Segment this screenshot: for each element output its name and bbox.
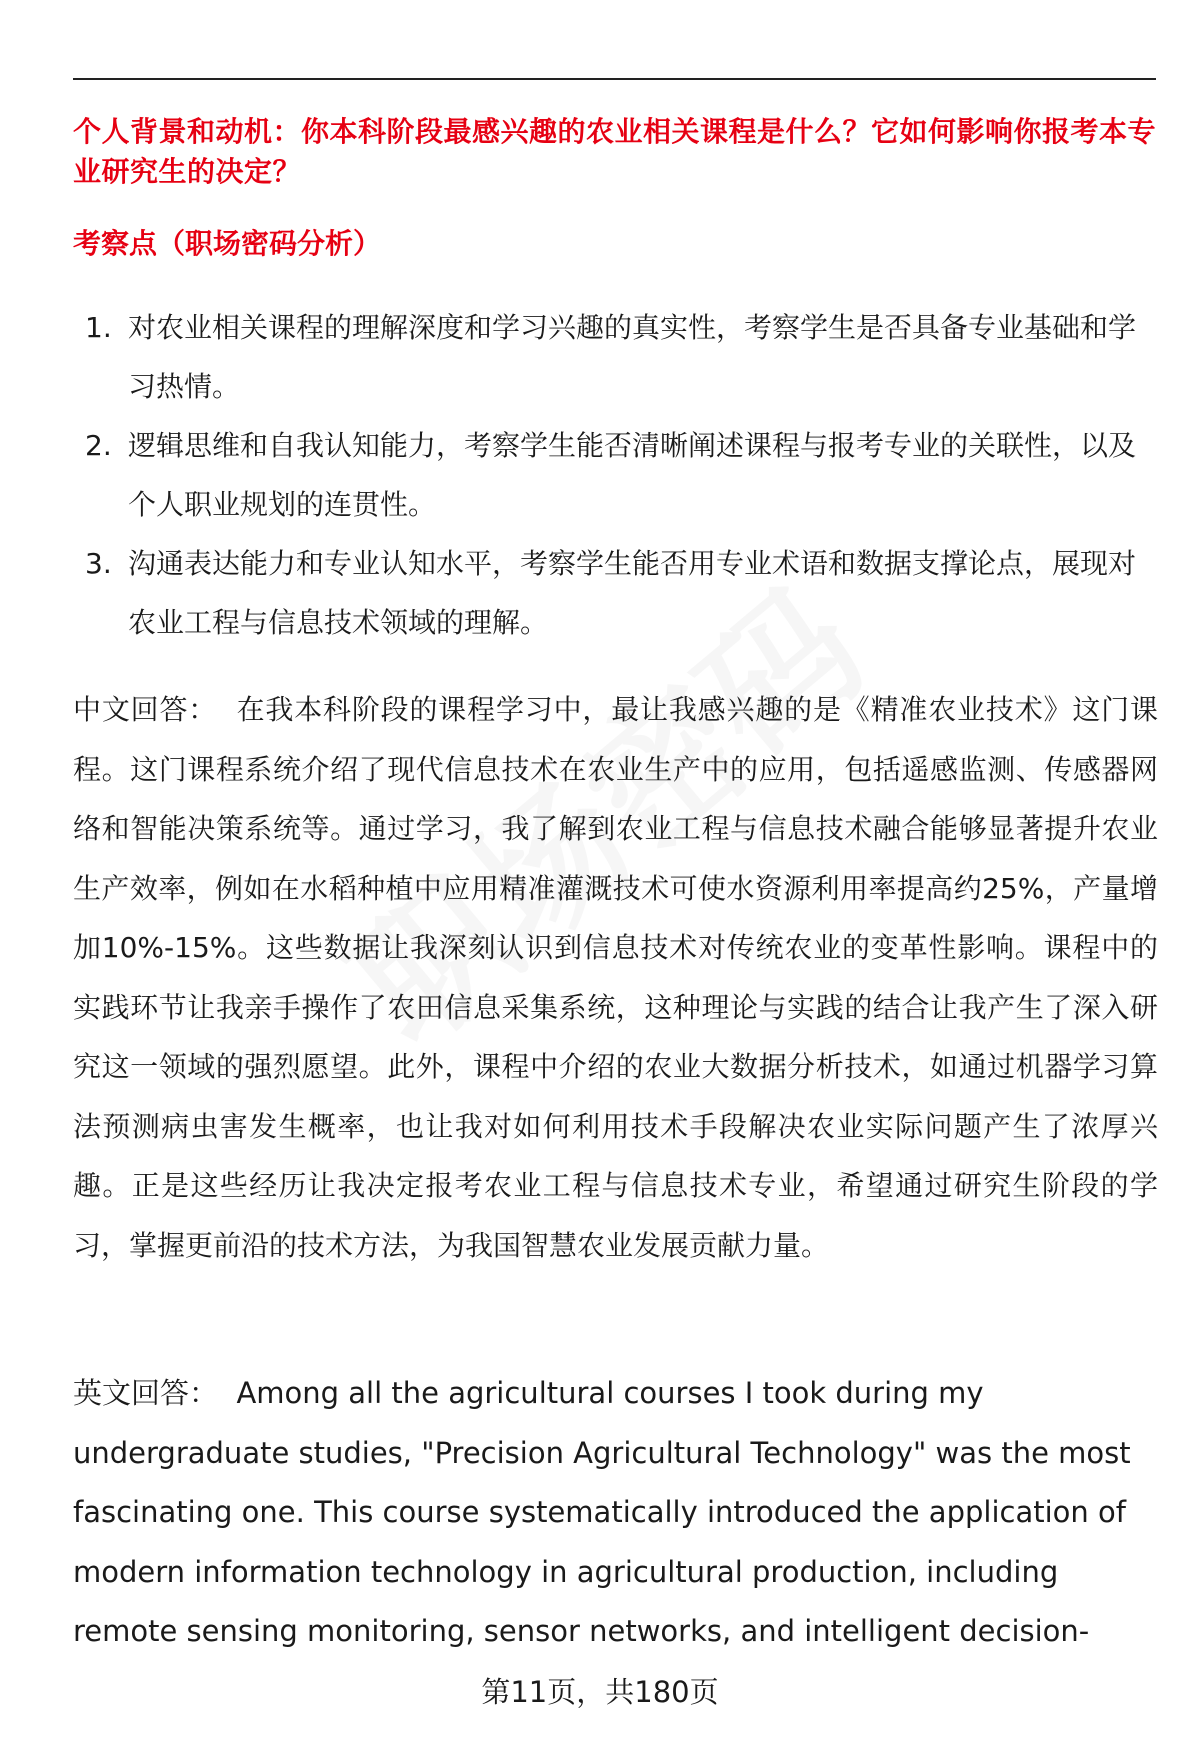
header-rule	[73, 78, 1156, 80]
assessment-points-list	[73, 298, 1158, 652]
list-number: 2.	[85, 429, 112, 462]
list-number: 1.	[85, 311, 112, 344]
list-number: 3.	[85, 547, 112, 580]
english-answer-text: Among all the agricultural courses I took during my undergraduate studies, "Precision Agricultural Technology" was the most fascinating one. This course systematically introduced the application of modern information technology in agricultural production, including remote sensing monitoring, sensor networks, and intelligent decision-	[73, 1376, 1131, 1648]
list-item	[73, 298, 1158, 416]
english-answer-label: 英文回答：	[73, 1376, 219, 1410]
english-answer	[73, 1364, 1158, 1662]
list-item-text: 对农业相关课程的理解深度和学习兴趣的真实性，考察学生是否具备专业基础和学习热情。	[128, 311, 1137, 403]
list-item-text: 沟通表达能力和专业认知水平，考察学生能否用专业术语和数据支撑论点，展现对农业工程与信息技术领域的理解。	[128, 547, 1137, 639]
list-item	[73, 416, 1158, 534]
question-heading: 个人背景和动机：你本科阶段最感兴趣的农业相关课程是什么？它如何影响你报考本专业研究生的决定？	[73, 115, 1157, 188]
chinese-answer-text: 在我本科阶段的课程学习中，最让我感兴趣的是《精准农业技术》这门课程。这门课程系统介绍了现代信息技术在农业生产中的应用，包括遥感监测、传感器网络和智能决策系统等。通过学习，我了解到农业工程与信息技术融合能够显著提升农业生产效率，例如在水稻种植中应用精准灌溉技术可使水资源利用率提高约25%，产量增加10%-15%。这些数据让我深刻认识到信息技术对传统农业的变革性影响。课程中的实践环节让我亲手操作了农田信息采集系统，这种理论与实践的结合让我产生了深入研究这一领域的强烈愿望。此外，课程中介绍的农业大数据分析技术，如通过机器学习算法预测病虫害发生概率，也让我对如何利用技术手段解决农业实际问题产生了浓厚兴趣。正是这些经历让我决定报考农业工程与信息技术专业，希望通过研究生阶段的学习，掌握更前沿的技术方法，为我国智慧农业发展贡献力量。	[73, 693, 1158, 1262]
chinese-answer	[73, 680, 1158, 1275]
chinese-answer-label: 中文回答：	[73, 693, 218, 726]
section-title: 考察点（职场密码分析）	[73, 227, 382, 260]
list-item	[73, 534, 1158, 652]
list-item-text: 逻辑思维和自我认知能力，考察学生能否清晰阐述课程与报考专业的关联性，以及个人职业规划的连贯性。	[128, 429, 1137, 521]
page-number-footer: 第11页，共180页	[481, 1675, 719, 1709]
